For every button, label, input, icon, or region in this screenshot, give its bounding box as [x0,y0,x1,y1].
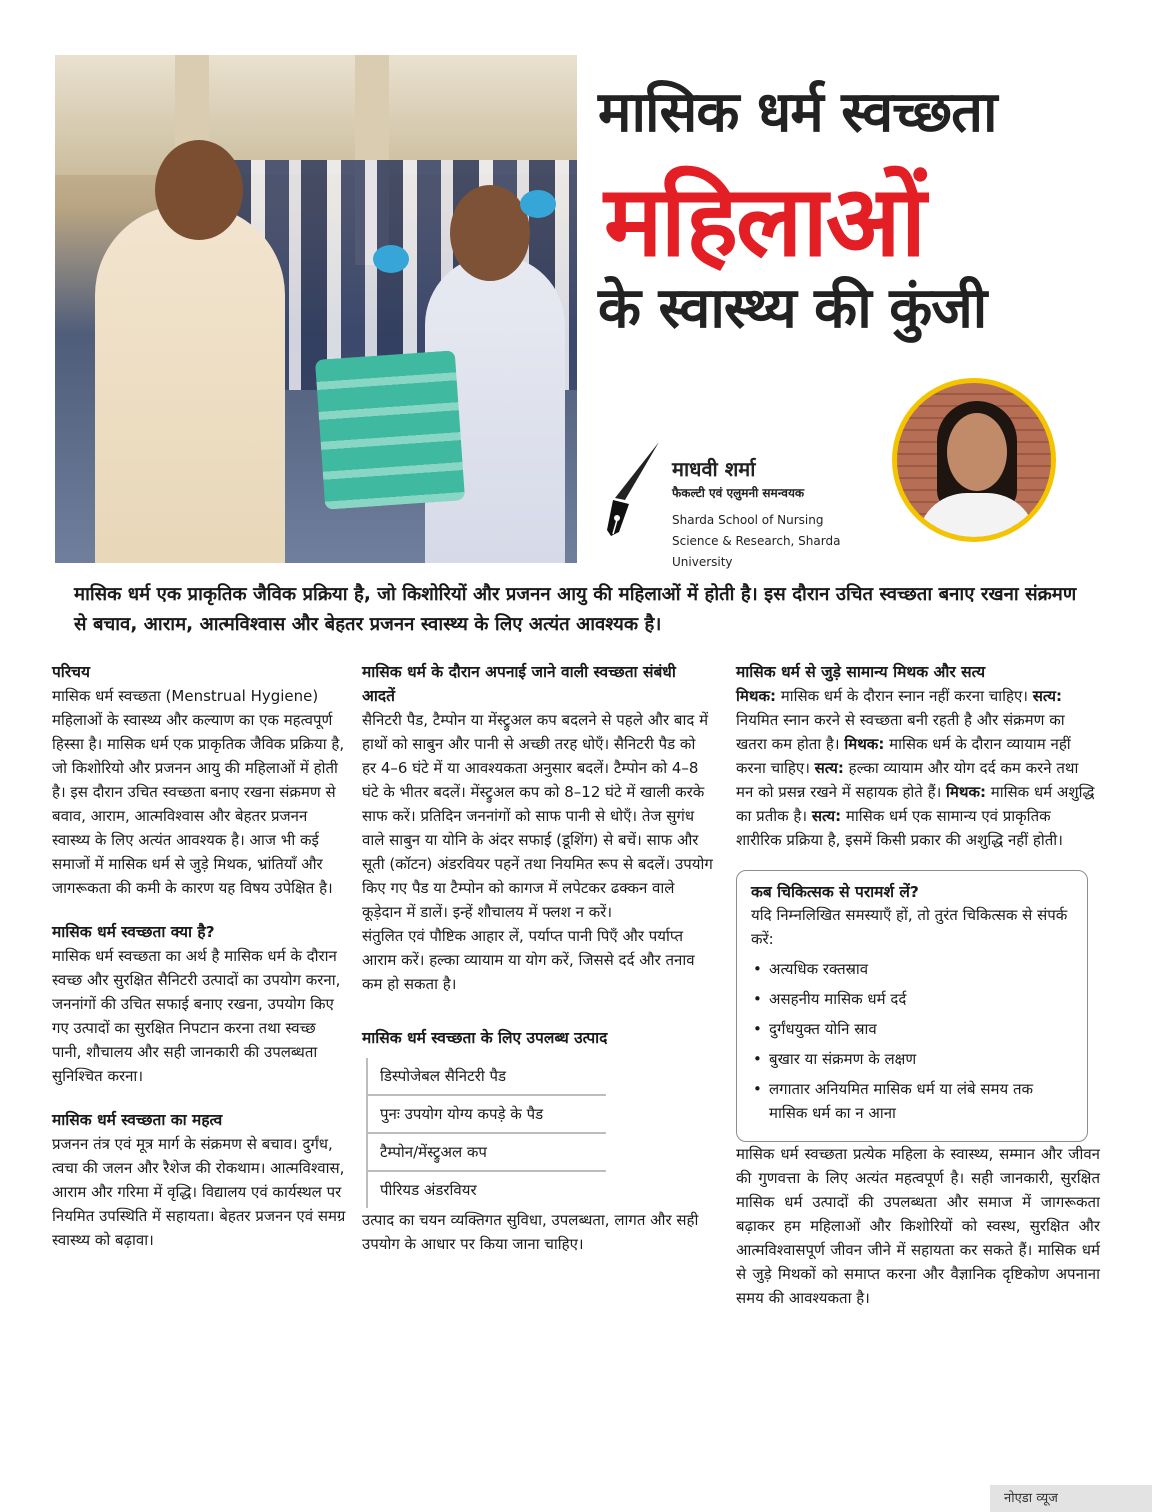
author-institution-line: Sharda School of Nursing [672,513,824,527]
feature-photo [55,55,577,563]
section-heading: मासिक धर्म स्वच्छता क्या है? [52,923,215,941]
consult-item: • लगातार अनियमित मासिक धर्म या लंबे समय तक मासिक धर्म का न आना [751,1077,1073,1125]
photo-sanitary-pads [315,350,465,509]
headline-line-1: मासिक धर्म स्वच्छता [598,80,997,145]
truth-text: हल्का व्यायाम और योग दर्द कम करने तथा मन को प्रसन्न रखने में सहायक होते हैं। [736,759,1079,801]
myth-label: मिथक: [844,735,885,753]
intro-paragraph: मासिक धर्म एक प्राकृतिक जैविक प्रक्रिया है, जो किशोरियों और प्रजनन आयु की महिलाओं में होती है। इस दौरान उचित स्वच्छता बनाए रखना संक्रमण से बचाव, आराम, आत्मविश्वास और बेहतर प्रजनन स्वास्थ्य के लिए अत्यंत आवश्यक है। [74,584,1077,635]
photo-ribbon [373,245,409,273]
section-text: प्रजनन तंत्र एवं मूत्र मार्ग के संक्रमण से बचाव। दुर्गंध, त्वचा की जलन और रैशेज की रोकथाम। आत्मविश्वास, आराम और गरिमा में वृद्धि। विद्यालय एवं कार्यस्थल पर नियमित उपस्थिति में सहायता। बेहतर प्रजनन एवं समग्र स्वास्थ्य को बढ़ावा। [52,1135,346,1249]
section-heading: मासिक धर्म स्वच्छता का महत्व [52,1111,223,1129]
myth-label: मिथक: [736,687,776,705]
photo-ribbon [520,190,556,218]
consult-item: • दुर्गंधयुक्त योनि स्राव [751,1017,1073,1041]
author-portrait [892,378,1056,542]
consult-item: • असहनीय मासिक धर्म दर्द [751,987,1073,1011]
consult-heading: कब चिकित्सक से परामर्श लें? [751,883,919,901]
column-2 [362,660,714,1256]
consult-doctor-box [736,870,1088,1142]
truth-label: सत्य: [811,807,842,825]
product-item: पुनः उपयोग योग्य कपड़े के पैड [368,1096,606,1134]
section-text: सैनिटरी पैड, टैम्पोन या मेंस्ट्रुअल कप बदलने से पहले और बाद में हाथों को साबुन और पानी से अच्छी तरह धोएँ। सैनिटरी पैड को हर 4–6 घंटे में या आवश्यकता अनुसार बदलें। टैम्पोन को 4–8 घंटे के भीतर बदलें। मेंस्ट्रुअल कप को 8–12 घंटे में खाली करके साफ करें। प्रतिदिन जननांगों को साफ पानी से धोएँ। तेज सुगंध वाले साबुन या योनि के अंदर सफाई (डूशिंग) से बचें। साफ और सूती (कॉटन) अंडरवियर पहनें तथा नियमित रूप से बदलें। उपयोग किए गए पैड या टैम्पोन को कागज में लपेटकर ढक्कन वाले कूड़ेदान में डालें। इन्हें शौचालय में फ्लश न करें। [362,711,713,921]
portrait-face [947,413,1007,491]
consult-item: • अत्यधिक रक्तस्राव [751,957,1073,981]
section-heading: मासिक धर्म के दौरान अपनाई जाने वाली स्वच्छता संबंधी आदतें [362,663,676,705]
author-institution [672,510,902,573]
truth-label: सत्य: [1032,687,1062,705]
myth-text: मासिक धर्म के दौरान व्यायाम नहीं करना चाहिए। [736,735,1071,777]
conclusion-text: मासिक धर्म स्वच्छता प्रत्येक महिला के स्वास्थ्य, सम्मान और जीवन की गुणवत्ता के लिए अत्यंत महत्वपूर्ण है। सही जानकारी, सुरक्षित मासिक धर्म उत्पादों की उपलब्धता और समाज में जागरूकता बढ़ाकर हम महिलाओं और किशोरियों को स्वस्थ, सुरक्षित और आत्मविश्वासपूर्ण जीवन जीने में सहायता कर सकते हैं। मासिक धर्म से जुड़े मिथकों को समाप्त करना और वैज्ञानिक दृष्टिकोण अपनाना समय की आवश्यकता है। [736,1145,1100,1307]
fountain-pen-icon [605,440,663,540]
section-heading: मासिक धर्म से जुड़े सामान्य मिथक और सत्य [736,663,986,681]
author-institution-line: Science & Research, Sharda University [672,534,841,569]
author-role: फैकल्टी एवं एलुमनी समन्वयक [672,486,805,500]
footer-publication-tab: नोएडा व्यूज [990,1485,1152,1512]
myth-label: मिथक: [946,783,987,801]
photo-wall [55,55,577,175]
truth-text: नियमित स्नान करने से स्वच्छता बनी रहती है और संक्रमण का खतरा कम होता है। [736,711,1065,753]
myth-text: मासिक धर्म के दौरान स्नान नहीं करना चाहिए। [775,687,1028,705]
truth-text: मासिक धर्म एक सामान्य एवं प्राकृतिक शारीरिक प्रक्रिया है, इसमें किसी प्रकार की अशुद्धि नहीं होती। [736,807,1063,849]
photo-teacher-head [155,140,243,240]
myth-text: मासिक धर्म अशुद्धि का प्रतीक है। [736,783,1095,825]
author-name: माधवी शर्मा [672,457,756,481]
product-item: डिस्पोजेबल सैनिटरी पैड [368,1058,606,1096]
photo-student-head [450,185,530,281]
consult-item: • बुखार या संक्रमण के लक्षण [751,1047,1073,1071]
column-3 [736,660,1100,1310]
headline-line-3: के स्वास्थ्य की कुंजी [598,276,987,341]
section-heading: परिचय [52,663,90,681]
section-text: संतुलित एवं पौष्टिक आहार लें, पर्याप्त पानी पिएँ और पर्याप्त आराम करें। हल्का व्यायाम या योग करें, जिससे दर्द और तनाव कम हो सकता है। [362,927,695,993]
consult-intro: यदि निम्नलिखित समस्याएँ हों, तो तुरंत चिकित्सक से संपर्क करें: [751,906,1068,948]
truth-label: सत्य: [814,759,844,777]
products-list [366,1058,606,1208]
consult-list [751,957,1073,1125]
product-item: टैम्पोन/मेंस्ट्रुअल कप [368,1134,606,1172]
section-text: मासिक धर्म स्वच्छता (Menstrual Hygiene) महिलाओं के स्वास्थ्य और कल्याण का एक महत्वपूर्ण हिस्सा है। मासिक धर्म एक प्राकृतिक जैविक प्रक्रिया है, जो किशोरियो और प्रजनन आयु की महिलाओं में होती है। इस दौरान उचित स्वच्छता बनाए रखना संक्रमण से बवाव, आराम, आत्मविश्वास और बेहतर प्रजनन स्वास्थ्य के लिए अत्यंत आवश्यक है। आज भी कई समाजों में मासिक धर्म से जुड़े मिथक, भ्रांतियाँ और जागरूकता की कमी के कारण यह विषय उपेक्षित है। [52,687,345,897]
myths-facts-text [736,684,1100,852]
product-item: पीरियड अंडरवियर [380,1181,477,1199]
column-1 [52,660,348,1252]
photo-teacher [95,205,285,563]
section-text: उत्पाद का चयन व्यक्तिगत सुविधा, उपलब्धता, लागत और सही उपयोग के आधार पर किया जाना चाहिए। [362,1211,699,1253]
products-heading: मासिक धर्म स्वच्छता के लिए उपलब्ध उत्पाद [362,1029,608,1047]
section-text: मासिक धर्म स्वच्छता का अर्थ है मासिक धर्म के दौरान स्वच्छ और सुरक्षित सैनिटरी उत्पादों का उपयोग करना, जननांगों की उचित सफाई बनाए रखना, उपयोग किए गए उत्पादों का सुरक्षित निपटान करना तथा स्वच्छ पानी, शौचालय और सही जानकारी की उपलब्धता सुनिश्चित करना। [52,947,341,1085]
headline-line-2: महिलाओं [604,165,925,279]
portrait-coat [917,493,1037,542]
